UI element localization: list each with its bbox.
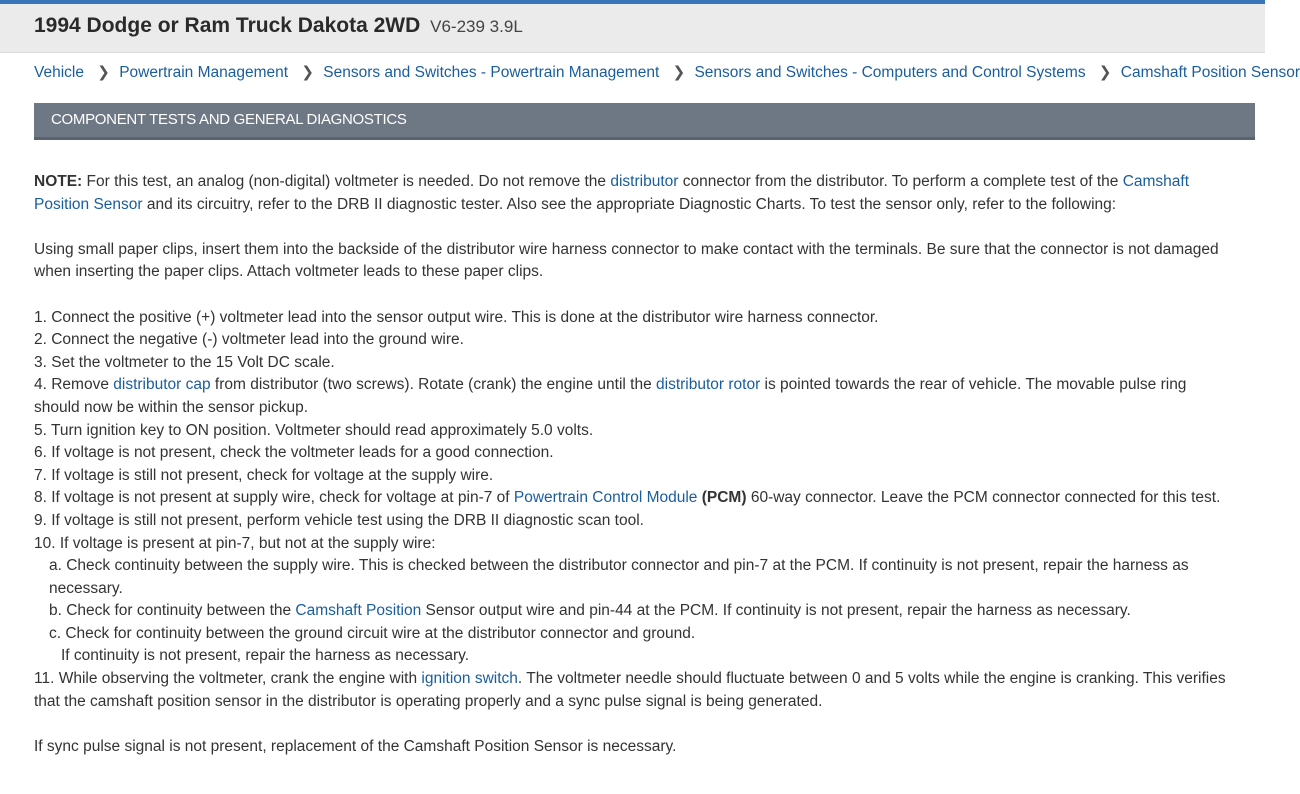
note-label: NOTE: — [34, 173, 83, 190]
step-4-text-3: is pointed towards the rear of vehicle. The movable pulse ring should now be within the sensor pickup. — [34, 376, 1187, 416]
step-10b — [34, 600, 1234, 623]
note-text-1: For this test, an analog (non-digital) voltmeter is needed. Do not remove the — [82, 173, 611, 190]
step-11-text-1: 11. While observing the voltmeter, crank the engine with — [34, 670, 422, 688]
chevron-right-icon: ❯ — [672, 64, 686, 81]
breadcrumb-item-sensors-switches-computers[interactable]: Sensors and Switches - Computers and Control Systems — [694, 64, 1086, 81]
step-10c-continued: If continuity is not present, repair the harness as necessary. — [61, 647, 470, 665]
chevron-right-icon: ❯ — [97, 64, 110, 81]
step-4-text-1: 4. Remove — [34, 376, 114, 394]
step-7: 7. If voltage is still not present, check for voltage at the supply wire. — [34, 466, 494, 484]
ignition-switch-link[interactable]: ignition switch — [421, 670, 518, 688]
step-10a: a. Check continuity between the supply wire. This is checked between the distributor connector and pin-7 at the PCM. If continuity is not present, repair the harness as necessary. — [49, 557, 1189, 597]
breadcrumb-item-powertrain-management[interactable]: Powertrain Management — [119, 64, 289, 81]
breadcrumb — [34, 63, 1300, 85]
step-3: 3. Set the voltmeter to the 15 Volt DC scale. — [34, 353, 335, 371]
distributor-cap-link[interactable]: distributor cap — [113, 376, 211, 394]
powertrain-control-module-link[interactable]: Powertrain Control Module — [513, 489, 698, 507]
step-10: 10. If voltage is present at pin-7, but not at the supply wire: — [34, 534, 436, 552]
step-4-text-2: from distributor (two screws). Rotate (crank) the engine until the — [210, 376, 656, 394]
vehicle-title: 1994 Dodge or Ram Truck Dakota 2WD — [34, 14, 421, 37]
breadcrumb-item-sensors-switches-powertrain[interactable]: Sensors and Switches - Powertrain Management — [323, 64, 660, 81]
step-9: 9. If voltage is still not present, perform vehicle test using the DRB II diagnostic scan tool. — [34, 511, 644, 529]
pcm-abbreviation: (PCM) — [701, 489, 747, 507]
note-paragraph — [34, 171, 1234, 216]
section-header — [34, 103, 1255, 140]
note-text-2: connector from the distributor. To perform a complete test of the — [678, 173, 1123, 190]
distributor-link[interactable]: distributor — [610, 173, 679, 190]
footer-paragraph: If sync pulse signal is not present, replacement of the Camshaft Position Sensor is necessary. — [34, 737, 677, 755]
step-10b-text-2: Sensor output wire and pin-44 at the PCM. If continuity is not present, repair the harness as necessary. — [421, 602, 1131, 620]
step-8-text-2: 60-way connector. Leave the PCM connector connected for this test. — [746, 489, 1221, 507]
section-title: COMPONENT TESTS AND GENERAL DIAGNOSTICS — [51, 111, 407, 128]
step-1: 1. Connect the positive (+) voltmeter lead into the sensor output wire. This is done at the distributor wire harness connector. — [34, 308, 879, 326]
distributor-rotor-link[interactable]: distributor rotor — [656, 376, 761, 394]
breadcrumb-item-vehicle[interactable]: Vehicle — [34, 64, 84, 81]
step-6: 6. If voltage is not present, check the voltmeter leads for a good connection. — [34, 444, 554, 462]
intro-paragraph: Using small paper clips, insert them into the backside of the distributor wire harness connector to make contact with the terminals. Be sure that the connector is not damaged when inserting the paper clips. Attach voltmeter leads to these paper clips. — [34, 240, 1219, 281]
step-2: 2. Connect the negative (-) voltmeter lead into the ground wire. — [34, 331, 464, 349]
breadcrumb-item-camshaft-position-sensor[interactable]: Camshaft Position Sensor — [1120, 64, 1300, 81]
step-10b-text-1: b. Check for continuity between the — [49, 602, 296, 620]
chevron-right-icon: ❯ — [301, 64, 314, 81]
step-4 — [34, 374, 1234, 419]
step-10c: c. Check for continuity between the ground circuit wire at the distributor connector and ground. — [49, 624, 696, 642]
page-header — [0, 4, 1265, 53]
step-11-text-2: . The voltmeter needle should fluctuate between 0 and 5 volts while the engine is cranking. This verifies that the camshaft position sensor in the distributor is operating properly and a sync pulse signal is being generated. — [34, 670, 1226, 710]
step-11 — [34, 668, 1234, 713]
step-8 — [34, 487, 1234, 510]
note-text-3: and its circuitry, refer to the DRB II diagnostic tester. Also see the appropriate Diagnostic Charts. To test the sensor only, refer to the following: — [142, 195, 1117, 213]
engine-label: V6-239 3.9L — [430, 17, 523, 36]
camshaft-position-link[interactable]: Camshaft Position — [295, 602, 422, 620]
step-5: 5. Turn ignition key to ON position. Voltmeter should read approximately 5.0 volts. — [34, 421, 594, 439]
article-content — [34, 171, 1234, 758]
chevron-right-icon: ❯ — [1098, 64, 1112, 81]
page-title — [34, 14, 523, 38]
camshaft-position-sensor-link[interactable]: Camshaft Position Sensor — [34, 173, 1190, 213]
step-8-text-1: 8. If voltage is not present at supply wire, check for voltage at pin-7 of — [34, 489, 514, 507]
